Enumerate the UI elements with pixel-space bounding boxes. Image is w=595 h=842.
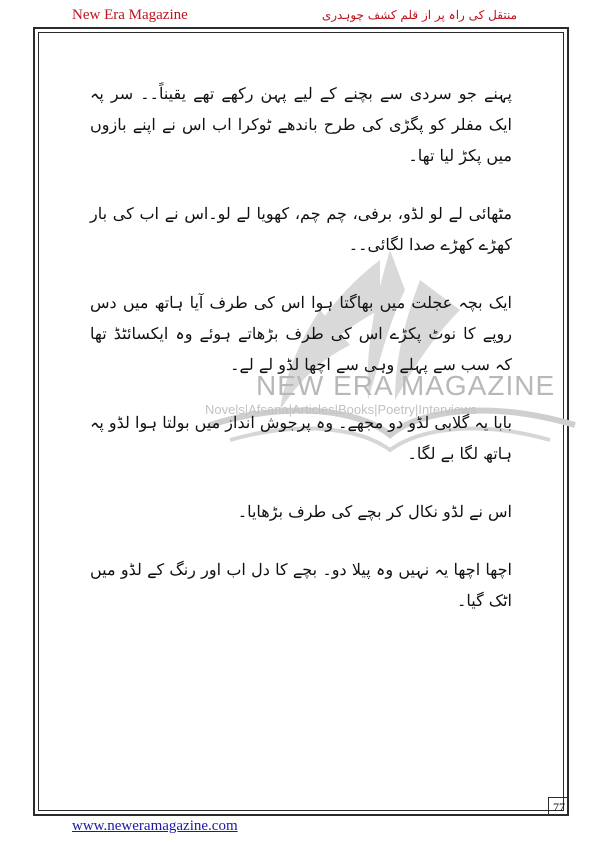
magazine-title: New Era Magazine <box>72 7 188 23</box>
paragraph: پہنے جو سردی سے بچنے کے لیے پہن رکھے تھے یقیناً۔۔ سر پہ ایک مفلر کو پگڑی کی طرح باندھے ٹوکرا اب اس نے اپنے بازوں میں پکڑ لیا تھا۔ <box>90 84 512 165</box>
website-link[interactable]: www.neweramagazine.com <box>72 818 238 834</box>
watermark-subtitle: Novels|Afsana|Articles|Books|Poetry|Interviews <box>205 402 477 417</box>
story-text <box>90 78 512 643</box>
paragraph: ایک بچہ عجلت میں بھاگتا ہوا اس کی طرف آیا ہاتھ میں دس روپے کا نوٹ پکڑے اس کی طرف بڑھاتے ہوئے وہ ایکسائٹڈ تھا کہ سب سے پہلے وہی سے اچھا لڈو لے لے۔ <box>90 293 512 374</box>
watermark-title: NEW ERA MAGAZINE <box>256 370 556 401</box>
paragraph: بابا یہ گلابی لڈو دو مجھے۔ وہ پرجوش انداز میں بولتا ہوا لڈو پہ ہاتھ لگا بے لگا۔ <box>90 413 512 463</box>
paragraph: اچھا اچھا یہ نہیں وہ پیلا دو۔ بچے کا دل اب اور رنگ کے لڈو میں اٹک گیا۔ <box>90 560 512 610</box>
paragraph: مٹھائی لے لو لڈو، برفی، چم چم، کھویا لے لو۔اس نے اب کی بار کھڑے کھڑے صدا لگائی۔۔ <box>90 204 512 254</box>
paragraph: اس نے لڈو نکال کر بچے کی طرف بڑھایا۔ <box>237 502 512 521</box>
story-credit: منتقل کی راہ پر از قلم کشف چوہدری <box>321 8 517 22</box>
page-number: 77 <box>548 797 569 816</box>
